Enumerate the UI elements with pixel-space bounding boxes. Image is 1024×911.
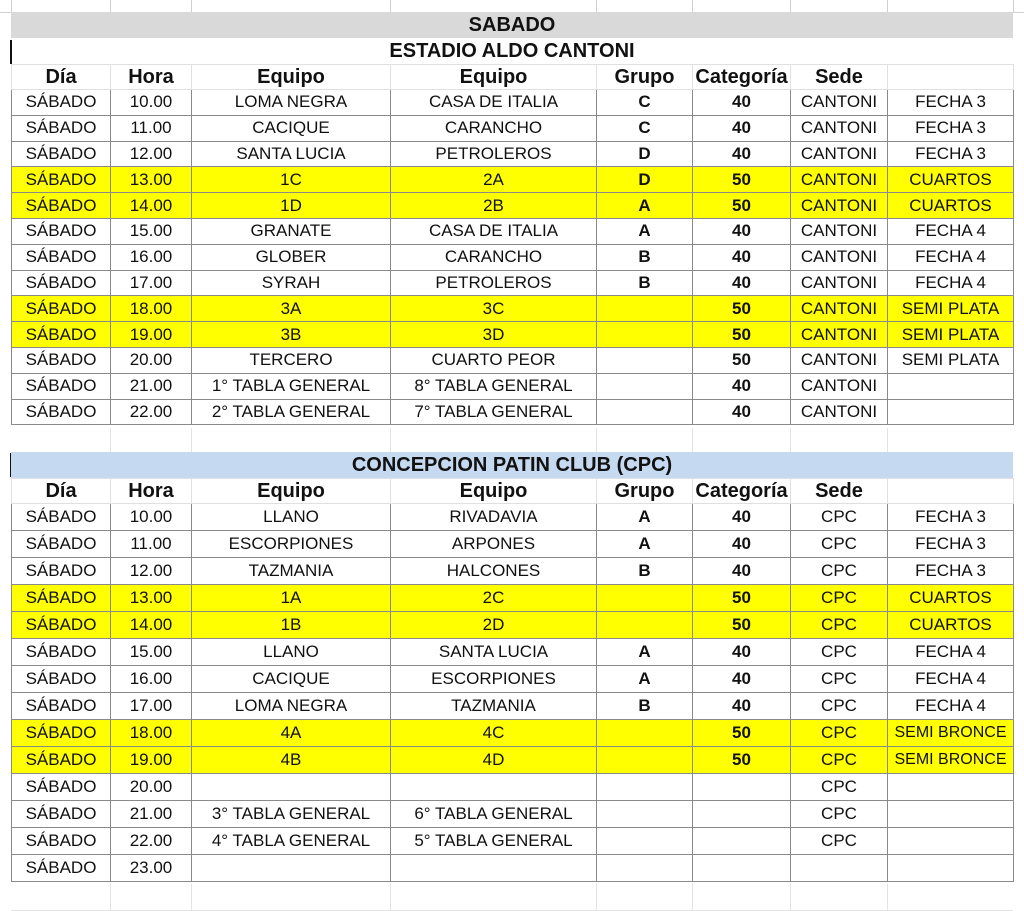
- cell-fecha[interactable]: [888, 774, 1014, 801]
- cell-dia[interactable]: SÁBADO: [12, 90, 111, 116]
- table-row: [12, 218, 1014, 244]
- cell-hora[interactable]: 16.00: [111, 666, 192, 693]
- cell-dia[interactable]: SÁBADO: [12, 693, 111, 720]
- cell-hora[interactable]: 18.00: [111, 720, 192, 747]
- cell-grupo[interactable]: [597, 296, 693, 322]
- cell-fecha[interactable]: SEMI BRONCE: [888, 720, 1014, 747]
- table-header-row: [12, 479, 1014, 504]
- cell-fecha[interactable]: [888, 828, 1014, 855]
- col-header-fecha: [888, 65, 1014, 90]
- cell-hora[interactable]: 17.00: [111, 693, 192, 720]
- cell-equipo-visitante[interactable]: 3C: [391, 296, 597, 322]
- cell-grupo[interactable]: [597, 720, 693, 747]
- cell-equipo-visitante[interactable]: CARANCHO: [391, 244, 597, 270]
- cell-categoria[interactable]: 40: [693, 115, 791, 141]
- cell-categoria[interactable]: 50: [693, 193, 791, 219]
- cell-categoria[interactable]: 40: [693, 244, 791, 270]
- table-row: [12, 193, 1014, 219]
- cell-equipo-local[interactable]: TAZMANIA: [192, 558, 391, 585]
- cell-equipo-local[interactable]: 4° TABLA GENERAL: [192, 828, 391, 855]
- cell-equipo-local[interactable]: LOMA NEGRA: [192, 693, 391, 720]
- table-row: [12, 167, 1014, 193]
- cell-equipo-visitante[interactable]: 3D: [391, 322, 597, 348]
- cell-equipo-local[interactable]: SYRAH: [192, 270, 391, 296]
- cell-hora[interactable]: 19.00: [111, 322, 192, 348]
- table-row: [12, 322, 1014, 348]
- cell-grupo[interactable]: [597, 747, 693, 774]
- day-title: SABADO: [11, 12, 1013, 38]
- cell-categoria[interactable]: 40: [693, 531, 791, 558]
- cell-dia[interactable]: SÁBADO: [12, 747, 111, 774]
- cell-categoria[interactable]: 50: [693, 612, 791, 639]
- cell-grupo[interactable]: [597, 322, 693, 348]
- cell-hora[interactable]: 21.00: [111, 373, 192, 399]
- schedule-table-cpc: [11, 478, 1014, 882]
- cell-dia[interactable]: SÁBADO: [12, 322, 111, 348]
- cell-sede[interactable]: CPC: [791, 612, 888, 639]
- cell-equipo-visitante[interactable]: 4C: [391, 720, 597, 747]
- cell-grupo[interactable]: [597, 828, 693, 855]
- cell-equipo-local[interactable]: 3° TABLA GENERAL: [192, 801, 391, 828]
- cell-sede[interactable]: CANTONI: [791, 399, 888, 425]
- cell-fecha[interactable]: FECHA 3: [888, 90, 1014, 116]
- cell-sede[interactable]: CPC: [791, 828, 888, 855]
- cell-categoria[interactable]: 50: [693, 720, 791, 747]
- table-row: [12, 855, 1014, 882]
- table-row: [12, 141, 1014, 167]
- cell-equipo-local[interactable]: LLANO: [192, 639, 391, 666]
- table-row: [12, 747, 1014, 774]
- cell-hora[interactable]: 12.00: [111, 141, 192, 167]
- cell-fecha[interactable]: FECHA 3: [888, 558, 1014, 585]
- cell-grupo[interactable]: A: [597, 639, 693, 666]
- cell-categoria[interactable]: [693, 801, 791, 828]
- cell-sede[interactable]: CANTONI: [791, 115, 888, 141]
- schedule-table-cantoni: [11, 64, 1014, 425]
- cell-sede[interactable]: [791, 855, 888, 882]
- cell-fecha[interactable]: [888, 373, 1014, 399]
- cell-hora[interactable]: 21.00: [111, 801, 192, 828]
- venue-title-cantoni: ESTADIO ALDO CANTONI: [389, 40, 635, 62]
- cell-categoria[interactable]: 40: [693, 373, 791, 399]
- cell-equipo-local[interactable]: 1C: [192, 167, 391, 193]
- cell-equipo-local[interactable]: 1° TABLA GENERAL: [192, 373, 391, 399]
- cell-fecha[interactable]: [888, 801, 1014, 828]
- cell-sede[interactable]: CPC: [791, 639, 888, 666]
- cell-grupo[interactable]: B: [597, 270, 693, 296]
- cell-equipo-visitante[interactable]: RIVADAVIA: [391, 504, 597, 531]
- cell-hora[interactable]: 10.00: [111, 504, 192, 531]
- cell-grupo[interactable]: [597, 347, 693, 373]
- table-row: [12, 720, 1014, 747]
- cell-hora[interactable]: 22.00: [111, 828, 192, 855]
- cell-equipo-local[interactable]: 4A: [192, 720, 391, 747]
- cell-grupo[interactable]: C: [597, 115, 693, 141]
- cell-hora[interactable]: 12.00: [111, 558, 192, 585]
- cell-equipo-visitante[interactable]: 6° TABLA GENERAL: [391, 801, 597, 828]
- cell-dia[interactable]: SÁBADO: [12, 167, 111, 193]
- cell-dia[interactable]: SÁBADO: [12, 774, 111, 801]
- cell-categoria[interactable]: 50: [693, 347, 791, 373]
- cell-hora[interactable]: 11.00: [111, 531, 192, 558]
- cell-equipo-local[interactable]: LOMA NEGRA: [192, 90, 391, 116]
- cell-dia[interactable]: SÁBADO: [12, 296, 111, 322]
- cell-hora[interactable]: 20.00: [111, 347, 192, 373]
- cell-sede[interactable]: CPC: [791, 774, 888, 801]
- cell-fecha[interactable]: FECHA 4: [888, 693, 1014, 720]
- cell-hora[interactable]: 16.00: [111, 244, 192, 270]
- cell-sede[interactable]: CANTONI: [791, 296, 888, 322]
- cell-dia[interactable]: SÁBADO: [12, 666, 111, 693]
- cell-equipo-visitante[interactable]: CASA DE ITALIA: [391, 218, 597, 244]
- cell-fecha[interactable]: CUARTOS: [888, 585, 1014, 612]
- cell-hora[interactable]: 14.00: [111, 612, 192, 639]
- cell-categoria[interactable]: 40: [693, 141, 791, 167]
- cell-grupo[interactable]: [597, 801, 693, 828]
- cell-fecha[interactable]: CUARTOS: [888, 193, 1014, 219]
- cell-fecha[interactable]: SEMI PLATA: [888, 296, 1014, 322]
- cell-fecha[interactable]: [888, 855, 1014, 882]
- cell-grupo[interactable]: A: [597, 531, 693, 558]
- cell-fecha[interactable]: FECHA 3: [888, 504, 1014, 531]
- cell-hora[interactable]: 20.00: [111, 774, 192, 801]
- col-header-sede: Sede: [791, 479, 888, 504]
- cell-equipo-visitante[interactable]: 8° TABLA GENERAL: [391, 373, 597, 399]
- cell-grupo[interactable]: D: [597, 167, 693, 193]
- table-row: [12, 504, 1014, 531]
- cell-sede[interactable]: CPC: [791, 693, 888, 720]
- cell-hora[interactable]: 18.00: [111, 296, 192, 322]
- table-row: [12, 639, 1014, 666]
- cell-categoria[interactable]: 50: [693, 747, 791, 774]
- cell-grupo[interactable]: C: [597, 90, 693, 116]
- cell-hora[interactable]: 11.00: [111, 115, 192, 141]
- cell-equipo-local[interactable]: GLOBER: [192, 244, 391, 270]
- table-row: [12, 296, 1014, 322]
- table-row: [12, 828, 1014, 855]
- cell-equipo-local[interactable]: ESCORPIONES: [192, 531, 391, 558]
- cell-hora[interactable]: 17.00: [111, 270, 192, 296]
- cell-equipo-local[interactable]: SANTA LUCIA: [192, 141, 391, 167]
- table-row: [12, 801, 1014, 828]
- cell-sede[interactable]: CPC: [791, 720, 888, 747]
- cell-dia[interactable]: SÁBADO: [12, 270, 111, 296]
- cell-hora[interactable]: 19.00: [111, 747, 192, 774]
- cell-categoria[interactable]: [693, 828, 791, 855]
- cell-equipo-local[interactable]: CACIQUE: [192, 115, 391, 141]
- cell-equipo-local[interactable]: CACIQUE: [192, 666, 391, 693]
- table-row: [12, 585, 1014, 612]
- cell-dia[interactable]: SÁBADO: [12, 504, 111, 531]
- cell-equipo-visitante[interactable]: PETROLEROS: [391, 141, 597, 167]
- cell-equipo-visitante[interactable]: 2D: [391, 612, 597, 639]
- cell-grupo[interactable]: [597, 585, 693, 612]
- col-header-equipo-visitante: Equipo: [391, 479, 597, 504]
- table-row: [12, 90, 1014, 116]
- cell-sede[interactable]: CANTONI: [791, 90, 888, 116]
- table-row: [12, 347, 1014, 373]
- cell-fecha[interactable]: SEMI PLATA: [888, 322, 1014, 348]
- cell-dia[interactable]: SÁBADO: [12, 399, 111, 425]
- cell-dia[interactable]: SÁBADO: [12, 115, 111, 141]
- cell-grupo[interactable]: [597, 774, 693, 801]
- col-header-hora: Hora: [111, 479, 192, 504]
- cell-dia[interactable]: SÁBADO: [12, 639, 111, 666]
- cell-dia[interactable]: SÁBADO: [12, 244, 111, 270]
- cell-hora[interactable]: 15.00: [111, 218, 192, 244]
- cell-equipo-local[interactable]: 1A: [192, 585, 391, 612]
- cell-sede[interactable]: CANTONI: [791, 244, 888, 270]
- table-row: [12, 693, 1014, 720]
- cell-equipo-visitante[interactable]: SANTA LUCIA: [391, 639, 597, 666]
- cell-categoria[interactable]: 40: [693, 218, 791, 244]
- cell-grupo[interactable]: A: [597, 666, 693, 693]
- table-row: [12, 774, 1014, 801]
- cell-categoria[interactable]: 50: [693, 167, 791, 193]
- cell-fecha[interactable]: CUARTOS: [888, 167, 1014, 193]
- cell-fecha[interactable]: FECHA 3: [888, 141, 1014, 167]
- col-header-equipo-local: Equipo: [192, 65, 391, 90]
- cell-grupo[interactable]: A: [597, 218, 693, 244]
- venue-title-cpc: CONCEPCION PATIN CLUB (CPC): [11, 452, 1013, 478]
- cell-dia[interactable]: SÁBADO: [12, 558, 111, 585]
- cell-dia[interactable]: SÁBADO: [12, 193, 111, 219]
- cell-sede[interactable]: CPC: [791, 747, 888, 774]
- cell-hora[interactable]: 23.00: [111, 855, 192, 882]
- cell-dia[interactable]: SÁBADO: [12, 585, 111, 612]
- cell-equipo-visitante[interactable]: [391, 855, 597, 882]
- cell-dia[interactable]: SÁBADO: [12, 347, 111, 373]
- cell-equipo-visitante[interactable]: PETROLEROS: [391, 270, 597, 296]
- cell-fecha[interactable]: FECHA 4: [888, 666, 1014, 693]
- cell-sede[interactable]: CPC: [791, 558, 888, 585]
- cell-hora[interactable]: 13.00: [111, 585, 192, 612]
- cell-grupo[interactable]: [597, 855, 693, 882]
- cell-equipo-visitante[interactable]: TAZMANIA: [391, 693, 597, 720]
- col-header-categoria: Categoría: [693, 479, 791, 504]
- cell-equipo-local[interactable]: 1D: [192, 193, 391, 219]
- table-row: [12, 270, 1014, 296]
- cell-sede[interactable]: CANTONI: [791, 322, 888, 348]
- empty-spacer-row: [11, 884, 1013, 911]
- col-header-grupo: Grupo: [597, 479, 693, 504]
- cell-equipo-visitante[interactable]: 2C: [391, 585, 597, 612]
- cell-fecha[interactable]: SEMI BRONCE: [888, 747, 1014, 774]
- cell-grupo[interactable]: B: [597, 244, 693, 270]
- table-row: [12, 373, 1014, 399]
- cell-dia[interactable]: SÁBADO: [12, 720, 111, 747]
- col-header-fecha: [888, 479, 1014, 504]
- cell-fecha[interactable]: FECHA 4: [888, 218, 1014, 244]
- table-header-row: [12, 65, 1014, 90]
- cell-equipo-visitante[interactable]: CARANCHO: [391, 115, 597, 141]
- cell-categoria[interactable]: 50: [693, 322, 791, 348]
- cell-hora[interactable]: 15.00: [111, 639, 192, 666]
- cell-dia[interactable]: SÁBADO: [12, 373, 111, 399]
- cell-equipo-local[interactable]: [192, 774, 391, 801]
- cell-dia[interactable]: SÁBADO: [12, 801, 111, 828]
- table-row: [12, 115, 1014, 141]
- col-header-hora: Hora: [111, 65, 192, 90]
- col-header-categoria: Categoría: [693, 65, 791, 90]
- cell-fecha[interactable]: FECHA 3: [888, 115, 1014, 141]
- cell-grupo[interactable]: [597, 399, 693, 425]
- cell-dia[interactable]: SÁBADO: [12, 855, 111, 882]
- cell-equipo-local[interactable]: GRANATE: [192, 218, 391, 244]
- col-header-dia: Día: [12, 479, 111, 504]
- cell-equipo-visitante[interactable]: 2A: [391, 167, 597, 193]
- cell-equipo-visitante[interactable]: 7° TABLA GENERAL: [391, 399, 597, 425]
- cell-equipo-visitante[interactable]: 5° TABLA GENERAL: [391, 828, 597, 855]
- cell-equipo-visitante[interactable]: CUARTO PEOR: [391, 347, 597, 373]
- table-row: [12, 399, 1014, 425]
- col-header-sede: Sede: [791, 65, 888, 90]
- col-header-equipo-local: Equipo: [192, 479, 391, 504]
- cell-hora[interactable]: 10.00: [111, 90, 192, 116]
- cell-fecha[interactable]: SEMI PLATA: [888, 347, 1014, 373]
- cell-categoria[interactable]: 50: [693, 585, 791, 612]
- cell-grupo[interactable]: A: [597, 504, 693, 531]
- cell-dia[interactable]: SÁBADO: [12, 141, 111, 167]
- col-header-equipo-visitante: Equipo: [391, 65, 597, 90]
- cell-categoria[interactable]: 40: [693, 558, 791, 585]
- cell-sede[interactable]: CANTONI: [791, 347, 888, 373]
- cell-hora[interactable]: 22.00: [111, 399, 192, 425]
- cell-sede[interactable]: CANTONI: [791, 270, 888, 296]
- cell-sede[interactable]: CANTONI: [791, 193, 888, 219]
- cell-hora[interactable]: 13.00: [111, 167, 192, 193]
- cell-categoria[interactable]: [693, 855, 791, 882]
- cell-grupo[interactable]: B: [597, 558, 693, 585]
- cell-categoria[interactable]: [693, 774, 791, 801]
- cell-categoria[interactable]: 40: [693, 693, 791, 720]
- cell-sede[interactable]: CANTONI: [791, 167, 888, 193]
- cell-equipo-visitante[interactable]: ESCORPIONES: [391, 666, 597, 693]
- table-row: [12, 612, 1014, 639]
- col-header-grupo: Grupo: [597, 65, 693, 90]
- cell-equipo-visitante[interactable]: 2B: [391, 193, 597, 219]
- cell-categoria[interactable]: 40: [693, 666, 791, 693]
- cell-equipo-visitante[interactable]: CASA DE ITALIA: [391, 90, 597, 116]
- cell-equipo-local[interactable]: 3B: [192, 322, 391, 348]
- cell-sede[interactable]: CPC: [791, 531, 888, 558]
- cell-categoria[interactable]: 50: [693, 296, 791, 322]
- cell-equipo-local[interactable]: [192, 855, 391, 882]
- cell-fecha[interactable]: FECHA 4: [888, 244, 1014, 270]
- cell-equipo-local[interactable]: 1B: [192, 612, 391, 639]
- cell-grupo[interactable]: D: [597, 141, 693, 167]
- cell-fecha[interactable]: FECHA 4: [888, 270, 1014, 296]
- cell-categoria[interactable]: 40: [693, 639, 791, 666]
- table-row: [12, 244, 1014, 270]
- cell-fecha[interactable]: FECHA 4: [888, 639, 1014, 666]
- cell-sede[interactable]: CPC: [791, 585, 888, 612]
- cell-categoria[interactable]: 40: [693, 270, 791, 296]
- cell-dia[interactable]: SÁBADO: [12, 218, 111, 244]
- cell-grupo[interactable]: [597, 373, 693, 399]
- cell-equipo-visitante[interactable]: ARPONES: [391, 531, 597, 558]
- cell-sede[interactable]: CPC: [791, 666, 888, 693]
- cell-sede[interactable]: CANTONI: [791, 373, 888, 399]
- cell-grupo[interactable]: B: [597, 693, 693, 720]
- cell-equipo-local[interactable]: 2° TABLA GENERAL: [192, 399, 391, 425]
- table-row: [12, 666, 1014, 693]
- cell-fecha[interactable]: FECHA 3: [888, 531, 1014, 558]
- cell-dia[interactable]: SÁBADO: [12, 612, 111, 639]
- cell-hora[interactable]: 14.00: [111, 193, 192, 219]
- cell-sede[interactable]: CPC: [791, 504, 888, 531]
- col-header-dia: Día: [12, 65, 111, 90]
- cell-grupo[interactable]: A: [597, 193, 693, 219]
- cell-grupo[interactable]: [597, 612, 693, 639]
- cell-dia[interactable]: SÁBADO: [12, 828, 111, 855]
- cell-equipo-visitante[interactable]: HALCONES: [391, 558, 597, 585]
- cell-categoria[interactable]: 40: [693, 90, 791, 116]
- cell-fecha[interactable]: [888, 399, 1014, 425]
- cell-equipo-local[interactable]: TERCERO: [192, 347, 391, 373]
- cell-equipo-local[interactable]: 3A: [192, 296, 391, 322]
- empty-spacer-row: [11, 428, 1013, 453]
- table-row: [12, 558, 1014, 585]
- cell-equipo-local[interactable]: LLANO: [192, 504, 391, 531]
- cell-equipo-local[interactable]: 4B: [192, 747, 391, 774]
- table-row: [12, 531, 1014, 558]
- cell-equipo-visitante[interactable]: [391, 774, 597, 801]
- cell-equipo-visitante[interactable]: 4D: [391, 747, 597, 774]
- cell-sede[interactable]: CANTONI: [791, 141, 888, 167]
- cell-categoria[interactable]: 40: [693, 399, 791, 425]
- cell-dia[interactable]: SÁBADO: [12, 531, 111, 558]
- cell-sede[interactable]: CANTONI: [791, 218, 888, 244]
- cell-sede[interactable]: CPC: [791, 801, 888, 828]
- cell-categoria[interactable]: 40: [693, 504, 791, 531]
- cell-fecha[interactable]: CUARTOS: [888, 612, 1014, 639]
